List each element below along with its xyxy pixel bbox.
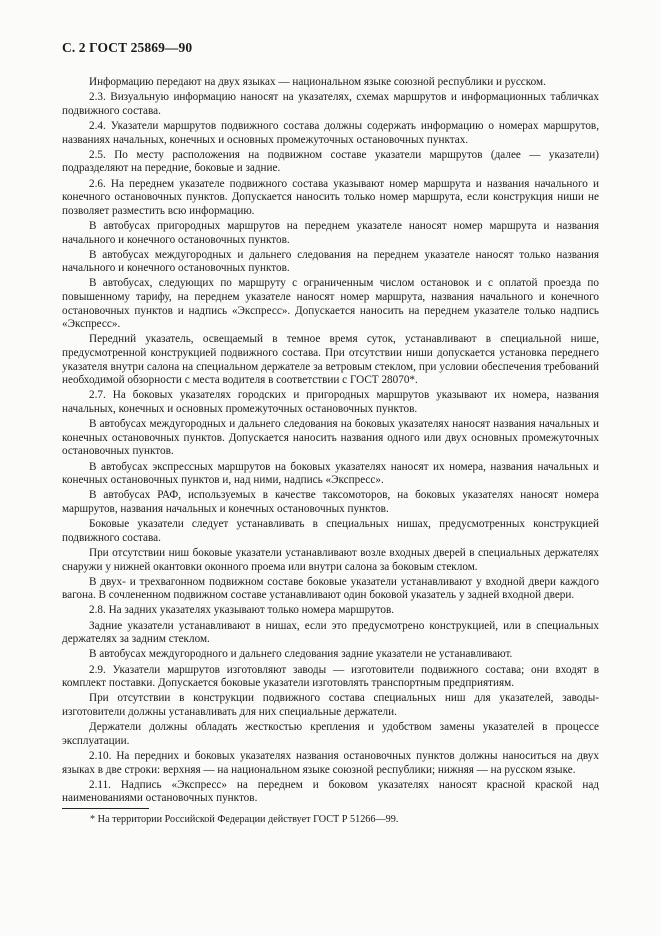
footnote: * На территории Российской Федерации действует ГОСТ Р 51266—99.	[90, 814, 399, 825]
paragraph-2-3: 2.3. Визуальную информацию наносят на указателях, схемах маршрутов и информационных табличках подвижного состава.	[62, 91, 599, 117]
paragraph: Задние указатели устанавливают в нишах, если это предусмотрено конструкцией, или в специальных держателях за задним стеклом.	[62, 619, 599, 646]
paragraph: В автобусах междугородных и дальнего следования на боковых указателях наносят названия начальных и конечных остановочных пунктов. Допускается наносить названия одного или двух основных промежуточных остановочных пунктов.	[62, 418, 599, 458]
paragraph: В автобусах междугородных и дальнего следования на переднем указателе наносят только названия начального и конечного остановочных пунктов.	[62, 248, 599, 275]
paragraph-2-9: 2.9. Указатели маршрутов изготовляют заводы — изготовители подвижного состава; они входят в комплект поставки. Допускается боковые указатели изготовлять транспортным предприятиям.	[62, 663, 599, 690]
document-body	[62, 76, 599, 806]
paragraph: В автобусах экспрессных маршрутов на боковых указателях наносят их номера, названия начальных и конечных остановочных пунктов и, над ними, надпись «Экспресс».	[62, 460, 599, 487]
paragraph: Боковые указатели следует устанавливать в специальных нишах, предусмотренных конструкцией подвижного состава.	[62, 518, 599, 544]
paragraph: Держатели должны обладать жесткостью крепления и удобством замены указателей в процессе эксплуатации.	[62, 721, 599, 747]
paragraph-2-11: 2.11. Надпись «Экспресс» на переднем и боковом указателях наносят красной краской над наименованиями остановочных пунктов.	[62, 778, 599, 805]
footnote-divider	[62, 808, 149, 809]
paragraph-2-6: 2.6. На переднем указателе подвижного состава указывают номер маршрута и названия начального и конечного остановочных пунктов. Допускается наносить только номер маршрута, если конструкция ниши не позволяет разместить всю информацию.	[62, 177, 599, 217]
paragraph: В автобусах пригородных маршрутов на переднем указателе наносят номер маршрута и названия начального и конечного остановочных пунктов.	[62, 219, 599, 246]
paragraph-2-4: 2.4. Указатели маршрутов подвижного состава должны содержать информацию о номерах маршрутов, названиях начальных, конечных и основных промежуточных остановочных пунктах.	[62, 119, 599, 146]
paragraph: В автобусах, следующих по маршруту с ограниченным числом остановок и с оплатой проезда по повышенному тарифу, на переднем указателе наносят номер маршрута, названия начального и конечного остановочных пунктов и надпись «Экспресс». Допускается наносить на переднем указателе только надпись «Экспресс».	[62, 277, 599, 331]
paragraph-2-5: 2.5. По месту расположения на подвижном составе указатели маршрутов (далее — указатели) подразделяют на передние, боковые и задние.	[62, 148, 599, 175]
paragraph-2-7: 2.7. На боковых указателях городских и пригородных маршрутов указывают их номера, названия начальных, конечных и основных промежуточных остановочных пунктов.	[62, 389, 599, 415]
paragraph: В двух- и трехвагонном подвижном составе боковые указатели устанавливают у входной двери каждого вагона. В сочлененном подвижном составе устанавливают один боковой указатель у задней входной двери.	[62, 575, 599, 602]
paragraph-2-10: 2.10. На передних и боковых указателях названия остановочных пунктов должны наноситься на двух языках в две строки: верхняя — на национальном языке союзной республики; нижняя — на русском языке.	[62, 749, 599, 776]
paragraph: При отсутствии в конструкции подвижного состава специальных ниш для указателей, заводы-изготовители должны устанавливать для них специальные держатели.	[62, 692, 599, 718]
page-header: С. 2 ГОСТ 25869—90	[62, 40, 193, 55]
paragraph: В автобусах междугородного и дальнего следования задние указатели не устанавливают.	[89, 648, 513, 661]
paragraph: Информацию передают на двух языках — национальном языке союзной республики и русском.	[89, 76, 546, 88]
paragraph: В автобусах РАФ, используемых в качестве таксомоторов, на боковых указателях наносят номера маршрутов, названия начальных и конечных остановочных пунктов.	[62, 489, 599, 515]
paragraph: Передний указатель, освещаемый в темное время суток, устанавливают в специальной нише, предусмотренной конструкцией подвижного состава. При отсутствии ниши допускается установка переднего указателя внутри салона на специальном держателе за ветровым стеклом, при условии обеспечения требований необходимой обзорности с места водителя в соответствии с ГОСТ 28070*.	[62, 333, 599, 387]
paragraph: При отсутствии ниш боковые указатели устанавливают возле входных дверей в специальных держателях снаружи у нижней окантовки оконного проема или внутри салона за боковым стеклом.	[62, 546, 599, 573]
paragraph-2-8: 2.8. На задних указателях указывают только номера маршрутов.	[89, 604, 395, 617]
